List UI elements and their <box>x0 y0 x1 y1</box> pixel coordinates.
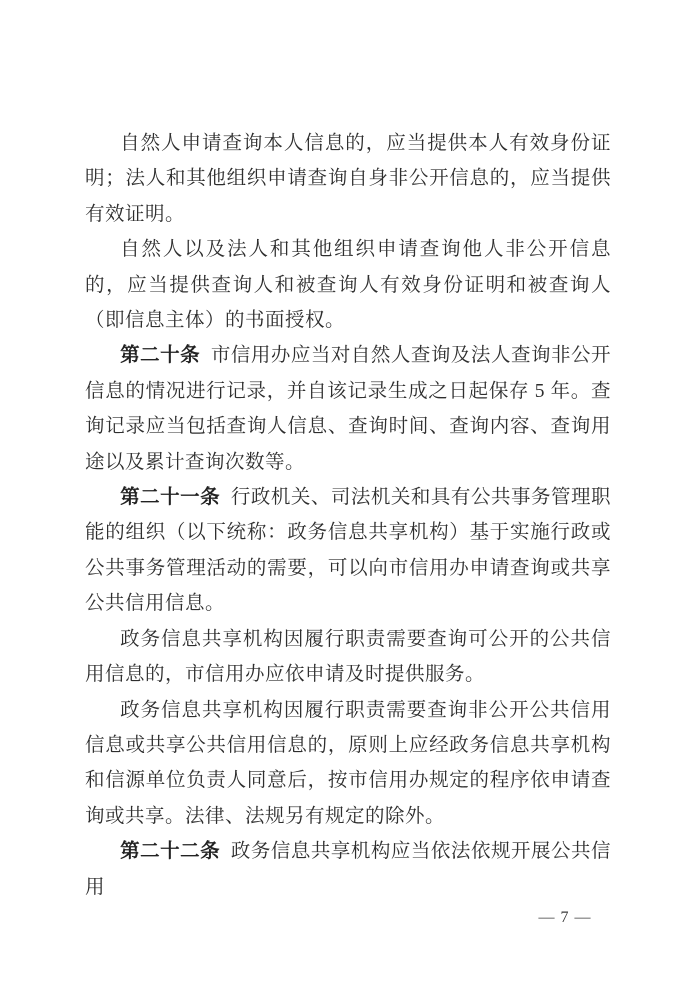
paragraph-text: 自然人申请查询本人信息的，应当提供本人有效身份证明；法人和其他组织申请查询自身非公开信息的，应当提供有效证明。 <box>85 133 611 225</box>
document-text-block <box>85 126 611 905</box>
paragraph <box>85 480 611 622</box>
paragraph-text: 政务信息共享机构因履行职责需要查询可公开的公共信用信息的，市信用办应依申请及时提供服务。 <box>85 628 611 686</box>
paragraph-text: 市信用办应当对自然人查询及法人查询非公开信息的情况进行记录，并自该记录生成之日起保存 5 年。查询记录应当包括查询人信息、查询时间、查询内容、查询用途以及累计查询次数等。 <box>85 345 611 473</box>
paragraph-text: 政务信息共享机构因履行职责需要查询非公开公共信用信息或共享公共信用信息的，原则上应经政务信息共享机构和信源单位负责人同意后，按市信用办规定的程序依申请查询或共享。法律、法规另有规定的除外。 <box>85 699 611 827</box>
paragraph <box>85 622 611 693</box>
paragraph <box>85 338 611 480</box>
paragraph <box>85 126 611 232</box>
paragraph-text: 行政机关、司法机关和具有公共事务管理职能的组织（以下统称：政务信息共享机构）基于实施行政或公共事务管理活动的需要，可以向市信用办申请查询或共享公共信用信息。 <box>85 487 611 615</box>
paragraph <box>85 693 611 835</box>
paragraph-text: 政务信息共享机构应当依法依规开展公共信用 <box>85 841 611 898</box>
article-number-22: 第二十二条 <box>120 841 221 863</box>
article-number-20: 第二十条 <box>120 345 201 367</box>
article-number-21: 第二十一条 <box>120 487 221 509</box>
paragraph-text: 自然人以及法人和其他组织申请查询他人非公开信息的，应当提供查询人和被查询人有效身份证明和被查询人（即信息主体）的书面授权。 <box>85 239 611 332</box>
paragraph <box>85 232 611 338</box>
page-number: — 7 — <box>538 909 592 926</box>
paragraph <box>85 834 611 905</box>
